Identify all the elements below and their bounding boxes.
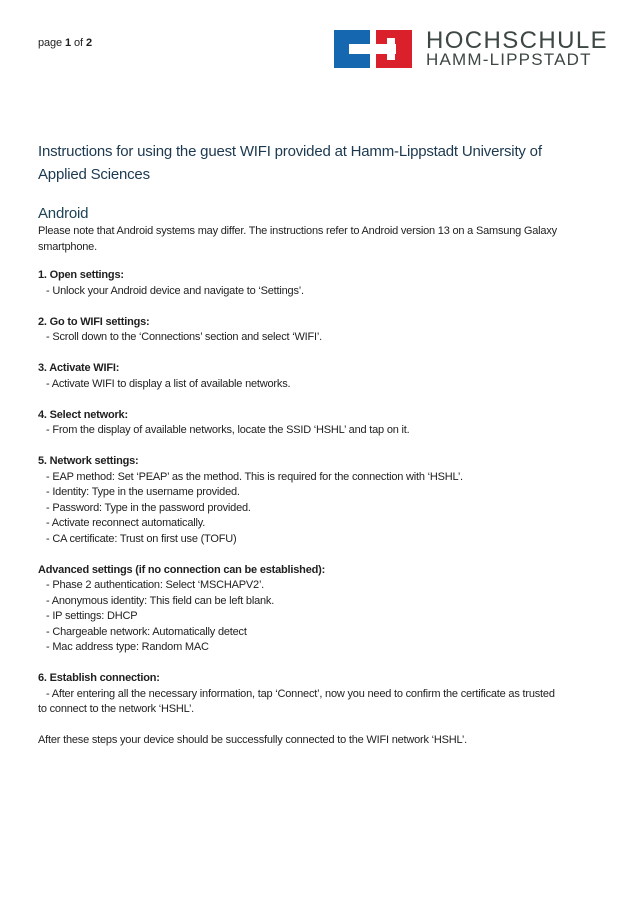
page-number-label <box>38 37 92 49</box>
step-6-establish-connection <box>38 671 608 718</box>
step-heading: 5. Network settings: <box>38 455 139 467</box>
step-bullet: - EAP method: Set ‘PEAP’ as the method. This is required for the connection with ‘HSHL’. <box>46 470 463 483</box>
step-bullet: - Password: Type in the password provided. <box>46 501 251 514</box>
hshl-logo-mark-icon <box>334 30 412 68</box>
step-5-network-settings <box>38 454 608 547</box>
hshl-logo <box>334 27 608 69</box>
step-heading: 4. Select network: <box>38 408 128 421</box>
page-total-number: 2 <box>85 37 92 49</box>
document-title <box>38 140 608 186</box>
logo-name-line2: HAMM-LIPPSTADT <box>425 50 592 69</box>
step-1-open-settings <box>38 268 608 299</box>
document-title-line1: Instructions for using the guest WIFI provided at Hamm-Lippstadt University of <box>38 143 542 160</box>
step-bullet: - Scroll down to the ‘Connections’ section and select ‘WIFI’. <box>46 331 322 343</box>
intro-line1: Please note that Android systems may differ. The instructions refer to Android version 13 on a Samsung Galaxy <box>38 225 557 237</box>
logo-red-notch-vertical <box>387 38 395 60</box>
step-bullet: - Phase 2 authentication: Select ‘MSCHAPV2’. <box>46 579 265 591</box>
logo-wordmark <box>425 27 608 69</box>
intro-line2: smartphone. <box>38 240 97 253</box>
page-current-number: 1 <box>65 37 72 49</box>
step-bullet: - Activate reconnect automatically. <box>46 517 206 529</box>
step-bullet-continuation: to connect to the network ‘HSHL’. <box>38 703 195 715</box>
step-bullet: - Unlock your Android device and navigate to ‘Settings’. <box>46 284 304 297</box>
closing-paragraph: After these steps your device should be successfully connected to the WIFI network ‘HSHL’. <box>38 734 467 746</box>
step-heading: 3. Activate WIFI: <box>38 362 120 374</box>
step-4-select-network <box>38 408 608 439</box>
document-title-line2: Applied Sciences <box>38 166 150 183</box>
page-header <box>38 27 608 78</box>
intro-paragraph <box>38 224 608 255</box>
logo-red-square-icon <box>376 30 412 68</box>
step-3-activate-wifi <box>38 361 608 392</box>
android-section-heading: Android <box>38 205 89 222</box>
step-bullet: - From the display of available networks, locate the SSID ‘HSHL’ and tap on it. <box>46 424 410 436</box>
page-label-prefix: page <box>38 37 66 49</box>
logo-blue-square-icon <box>334 30 370 68</box>
step-bullet: - Activate WIFI to display a list of available networks. <box>46 377 291 390</box>
step-bullet: - CA certificate: Trust on first use (TOFU) <box>46 532 237 545</box>
page-label-middle: of <box>71 37 86 49</box>
step-heading: Advanced settings (if no connection can be established): <box>38 563 326 576</box>
step-bullet: - Anonymous identity: This field can be left blank. <box>46 594 275 607</box>
step-bullet: - Chargeable network: Automatically detect <box>46 625 247 638</box>
step-bullet: - IP settings: DHCP <box>46 610 138 622</box>
step-heading: 1. Open settings: <box>38 269 124 281</box>
advanced-settings-section <box>38 563 608 656</box>
logo-name-line1: HOCHSCHULE <box>425 27 608 54</box>
logo-blue-notch <box>349 44 370 54</box>
step-bullet: - After entering all the necessary information, tap ‘Connect’, now you need to confirm the certificate as trusted <box>46 687 555 700</box>
step-bullet: - Identity: Type in the username provided. <box>46 486 240 498</box>
step-heading: 2. Go to WIFI settings: <box>38 315 150 328</box>
step-bullet: - Mac address type: Random MAC <box>46 641 209 653</box>
step-2-wifi-settings <box>38 315 608 346</box>
instruction-steps <box>38 268 608 749</box>
step-heading: 6. Establish connection: <box>38 672 160 684</box>
